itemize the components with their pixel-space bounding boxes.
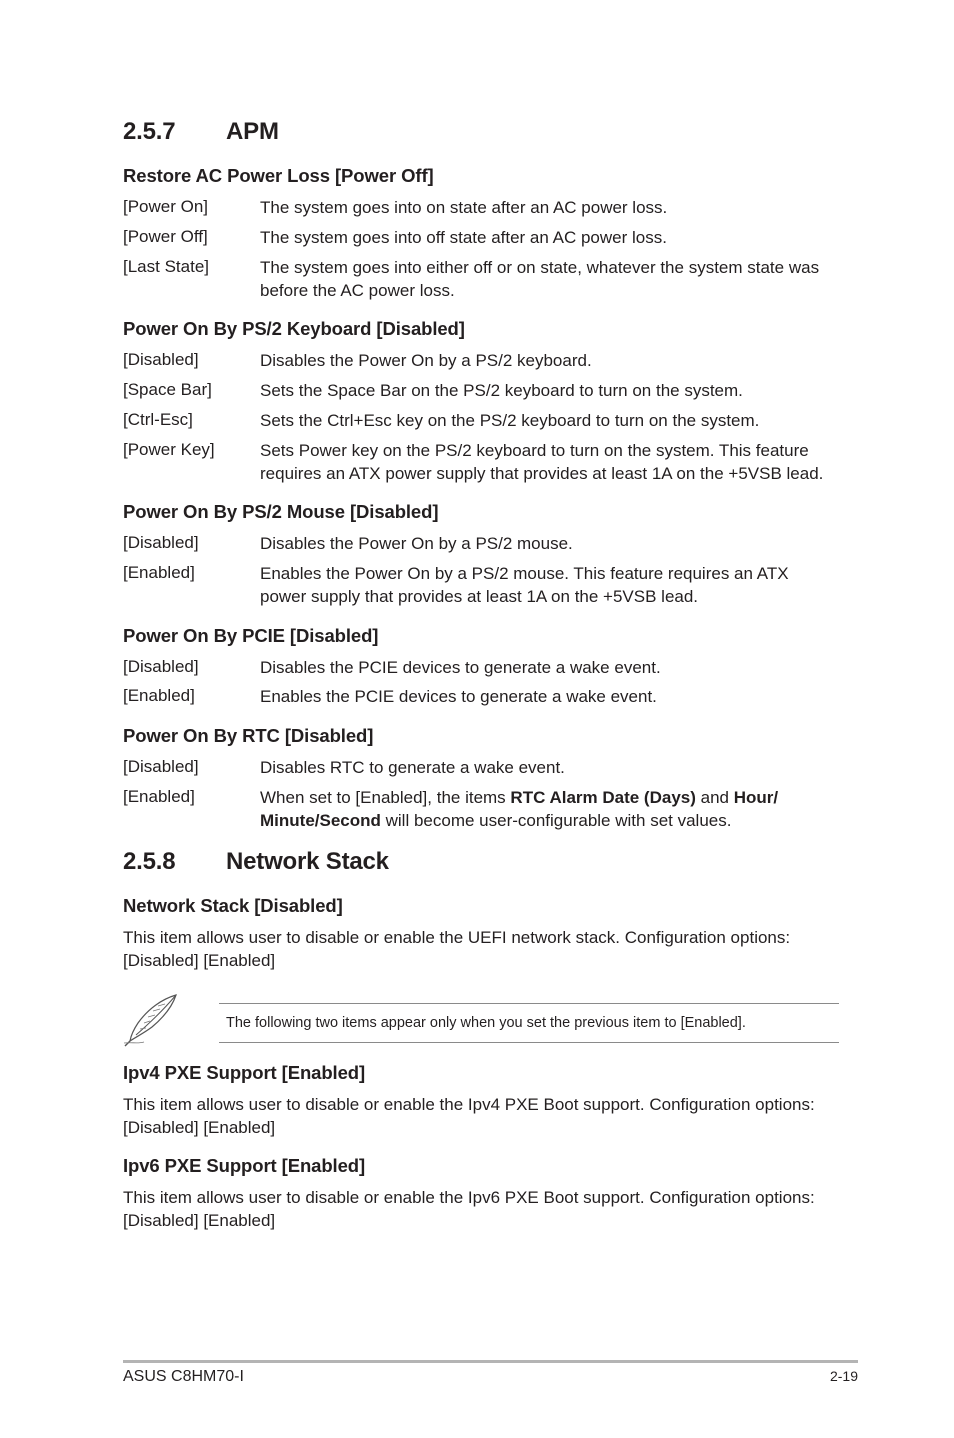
option-key: [Ctrl-Esc]	[123, 410, 193, 429]
option-key: [Disabled]	[123, 757, 199, 776]
item-title-restore-ac: Restore AC Power Loss [Power Off]	[123, 165, 434, 186]
option-key: [Space Bar]	[123, 380, 212, 399]
section-title-text: Network Stack	[226, 848, 389, 875]
option-desc: The system goes into off state after an AC power loss.	[260, 228, 667, 247]
option-desc: Disables the Power On by a PS/2 mouse.	[260, 534, 573, 553]
item-title-rtc: Power On By RTC [Disabled]	[123, 725, 374, 746]
desc-text: will become user-configurable with set values.	[380, 811, 732, 830]
item-title-pcie: Power On By PCIE [Disabled]	[123, 625, 379, 646]
footer-product-name: ASUS C8HM70-I	[123, 1368, 244, 1385]
desc-text: When set to [Enabled], the items	[260, 788, 511, 807]
option-key: [Power Key]	[123, 440, 215, 459]
footer-page-number: 2-19	[829, 1368, 858, 1384]
option-key: [Disabled]	[123, 533, 199, 552]
item-desc: This item allows user to disable or enable the Ipv4 PXE Boot support. Configuration options: [Disabled] [Enabled]	[123, 1095, 815, 1137]
note-bottom-divider	[219, 1042, 839, 1043]
section-number: 2.5.8	[123, 848, 176, 875]
option-desc: Sets Power key on the PS/2 keyboard to turn on the system. This feature requires an ATX power supply that provides at least 1A on the +5VSB lead.	[260, 441, 824, 483]
section-title-network-stack	[123, 848, 389, 876]
option-desc: Enables the Power On by a PS/2 mouse. This feature requires an ATX power supply that provides at least 1A on the +5VSB lead.	[260, 564, 789, 606]
item-title-ipv4: Ipv4 PXE Support [Enabled]	[123, 1062, 366, 1083]
option-desc: Sets the Ctrl+Esc key on the PS/2 keyboard to turn on the system.	[260, 411, 760, 430]
option-desc: Sets the Space Bar on the PS/2 keyboard to turn on the system.	[260, 381, 743, 400]
desc-text: and	[695, 788, 734, 807]
option-key: [Enabled]	[123, 686, 195, 705]
option-desc: The system goes into on state after an AC power loss.	[260, 198, 668, 217]
section-title-text: APM	[226, 118, 279, 145]
item-desc: This item allows user to disable or enable the UEFI network stack. Configuration options: [Disabled] [Enabled]	[123, 928, 791, 970]
feather-pen-icon	[122, 993, 180, 1047]
option-desc: Disables the Power On by a PS/2 keyboard.	[260, 351, 592, 370]
option-key: [Last State]	[123, 257, 209, 276]
option-key: [Power On]	[123, 197, 209, 216]
option-key: [Disabled]	[123, 350, 199, 369]
option-desc: Disables RTC to generate a wake event.	[260, 758, 565, 777]
option-desc-rtc-enabled	[260, 786, 800, 832]
note-text: The following two items appear only when you set the previous item to [Enabled].	[226, 1015, 746, 1031]
option-desc: The system goes into either off or on state, whatever the system state was before the AC power loss.	[260, 258, 820, 300]
footer-divider	[123, 1360, 858, 1363]
item-title-ps2-keyboard: Power On By PS/2 Keyboard [Disabled]	[123, 318, 465, 339]
option-desc: Enables the PCIE devices to generate a wake event.	[260, 687, 657, 706]
option-key: [Power Off]	[123, 227, 208, 246]
option-key: [Enabled]	[123, 787, 195, 806]
item-desc: This item allows user to disable or enable the Ipv6 PXE Boot support. Configuration options: [Disabled] [Enabled]	[123, 1188, 815, 1230]
desc-bold-text: RTC Alarm Date (Days)	[510, 788, 696, 807]
item-title-network-stack: Network Stack [Disabled]	[123, 895, 343, 916]
item-title-ps2-mouse: Power On By PS/2 Mouse [Disabled]	[123, 501, 439, 522]
note-top-divider	[219, 1003, 839, 1004]
option-key: [Disabled]	[123, 657, 199, 676]
section-title-apm	[123, 118, 279, 146]
option-desc: Disables the PCIE devices to generate a wake event.	[260, 658, 661, 677]
desc-bold-text: Hour/ Minute/Second	[260, 788, 779, 830]
section-number: 2.5.7	[123, 118, 176, 145]
option-key: [Enabled]	[123, 563, 195, 582]
item-title-ipv6: Ipv6 PXE Support [Enabled]	[123, 1155, 366, 1176]
